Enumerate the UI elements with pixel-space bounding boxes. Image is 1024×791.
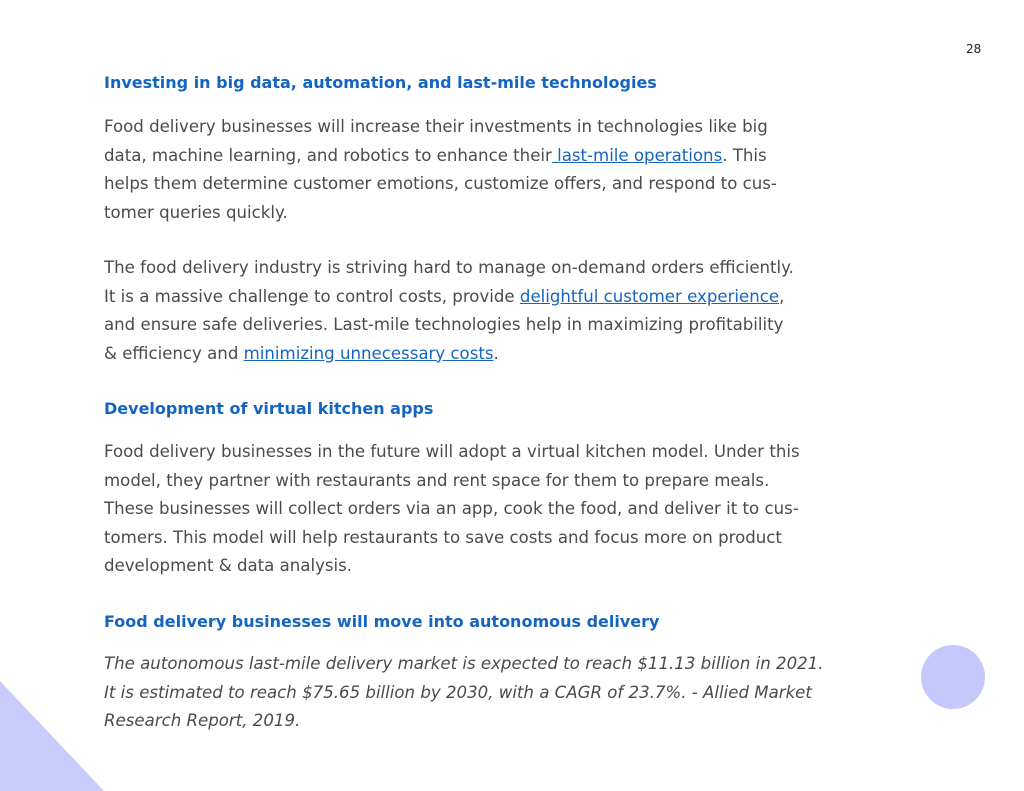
delightful-customer-experience-link[interactable]: delightful customer experience xyxy=(519,286,780,306)
paragraph-line: model, they partner with restaurants and rent space for them to prepare meals. xyxy=(104,470,770,490)
section-heading-virtual-kitchen: Development of virtual kitchen apps xyxy=(104,399,434,418)
text-segment: It is a massive challenge to control costs, provide xyxy=(104,286,520,306)
section-heading-big-data: Investing in big data, automation, and last-mile technologies xyxy=(104,73,657,92)
quote-line: The autonomous last-mile delivery market is expected to reach $11.13 billion in 2021. xyxy=(104,654,824,673)
paragraph-line xyxy=(104,283,884,312)
minimizing-unnecessary-costs-link[interactable]: minimizing unnecessary costs xyxy=(243,343,494,363)
paragraph-line: Food delivery businesses in the future will adopt a virtual kitchen model. Under this xyxy=(104,442,800,461)
paragraph-line: tomer queries quickly. xyxy=(104,202,288,222)
section-heading-autonomous-delivery: Food delivery businesses will move into autonomous delivery xyxy=(104,612,660,631)
paragraph-line: tomers. This model will help restaurants to save costs and focus more on product xyxy=(104,527,782,547)
paragraph-line xyxy=(104,340,884,369)
text-segment: , xyxy=(779,286,785,306)
last-mile-operations-link[interactable]: last-mile operations xyxy=(551,145,723,165)
text-segment: & efficiency and xyxy=(104,343,244,363)
text-segment: data, machine learning, and robotics to enhance their xyxy=(104,145,552,165)
text-segment: . This xyxy=(722,145,767,165)
quote-line: It is estimated to reach $75.65 billion by 2030, with a CAGR of 23.7%. - Allied Market xyxy=(104,682,812,702)
text-segment: . xyxy=(493,343,499,363)
quote-line: Research Report, 2019. xyxy=(104,711,301,730)
paragraph-investments xyxy=(104,113,884,227)
page-number: 28 xyxy=(966,42,982,56)
paragraph-virtual-kitchen xyxy=(104,438,884,581)
decorative-triangle xyxy=(0,681,104,791)
paragraph-line: These businesses will collect orders via an app, cook the food, and deliver it to cus- xyxy=(104,499,799,518)
decorative-circle xyxy=(921,645,985,709)
paragraph-line: development & data analysis. xyxy=(104,556,353,575)
paragraph-line: Food delivery businesses will increase their investments in technologies like big xyxy=(104,117,768,136)
paragraph-on-demand xyxy=(104,254,884,368)
paragraph-line: helps them determine customer emotions, customize offers, and respond to cus- xyxy=(104,174,777,193)
paragraph-line: and ensure safe deliveries. Last-mile technologies help in maximizing profitability xyxy=(104,315,784,334)
paragraph-line xyxy=(104,142,884,171)
paragraph-line: The food delivery industry is striving hard to manage on-demand orders efficiently. xyxy=(104,258,794,277)
quote-market-report xyxy=(104,650,884,736)
